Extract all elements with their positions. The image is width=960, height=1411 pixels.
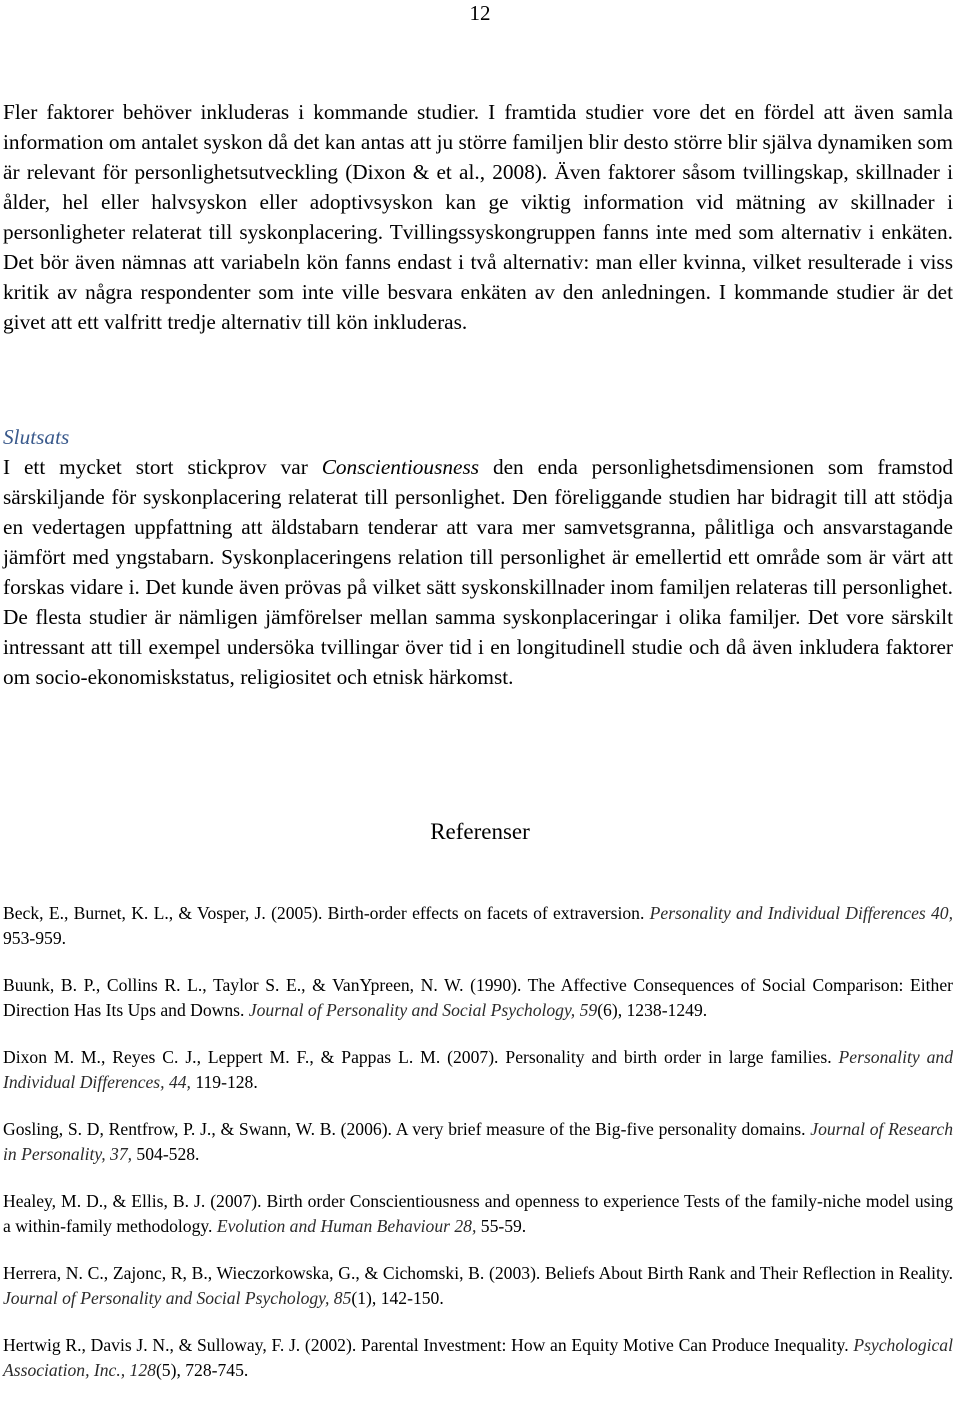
reference-item — [3, 1117, 953, 1167]
reference-journal: Evolution and Human Behaviour 28, — [216, 1216, 477, 1236]
slutsats-text-start: I ett mycket stort stickprov var — [3, 455, 308, 479]
reference-item — [3, 901, 953, 951]
reference-tail: 504-528. — [136, 1144, 200, 1164]
slutsats-paragraph — [3, 452, 953, 692]
slutsats-text-rest: den enda personlighetsdimensionen som framstod särskiljande för syskonplacering relaterat till personlighet. Den föreliggande studien har bidragit till att stödja en vedertagen uppfattning att äldstabarn tenderar att vara mer samvetsgranna, pålitliga och ansvarstagande jämfört med yngstabarn. Syskonplaceringens relation till personlighet är emellertid ett område som är värt att forskas vidare i. Det kunde även prövas på vilket sätt syskonskillnader inom familjen relateras till personlighet. De flesta studier är nämligen jämförelser mellan samma syskonplaceringar i olika familjer. Det vore särskilt intressant att till exempel undersöka tvillingar över tid i en longitudinell studie och då även inkludera faktorer om socio-ekonomiskstatus, religiositet och etnisk härkomst. — [3, 455, 954, 689]
page-number: 12 — [469, 1, 491, 25]
section-heading-slutsats: Slutsats — [3, 425, 70, 449]
slutsats-term: Conscientiousness — [321, 455, 480, 479]
reference-journal: Journal of Personality and Social Psychology, 59 — [248, 1000, 598, 1020]
reference-journal: Personality and Individual Differences 40, — [649, 903, 953, 923]
reference-journal: Psychological Association, Inc., 128 — [3, 1335, 953, 1380]
reference-main: Gosling, S. D, Rentfrow, P. J., & Swann, W. B. (2006). A very brief measure of the Big-five personality domains. — [3, 1119, 806, 1139]
reference-main: Dixon M. M., Reyes C. J., Leppert M. F., & Pappas L. M. (2007). Personality and birth order in large families. — [3, 1047, 832, 1067]
reference-tail: 55-59. — [480, 1216, 527, 1236]
reference-item — [3, 1045, 953, 1095]
intro-paragraph — [3, 97, 953, 337]
reference-main: Buunk, B. P., Collins R. L., Taylor S. E., & VanYpreen, N. W. (1990). The Affective Consequences of Social Comparison: Either Direction Has Its Ups and Downs. — [3, 975, 953, 1020]
reference-tail: (6), 1238-1249. — [597, 1000, 708, 1020]
reference-tail: (5), 728-745. — [155, 1360, 249, 1380]
intro-sentence-1: Fler faktorer behöver inkluderas i kommande studier. I framtida studier vore det en fördel att även samla information om antalet syskon då det kan antas att ju större familjen blir desto större blir själva dynamiken som är relevant för personlighetsutveckling (Dixon & et al., 2008). — [3, 100, 953, 184]
reference-main: Beck, E., Burnet, K. L., & Vosper, J. (2005). Birth-order effects on facets of extraversion. — [3, 903, 645, 923]
reference-journal: Journal of Research in Personality, 37, — [3, 1119, 953, 1164]
reference-tail: (1), 142-150. — [351, 1288, 444, 1308]
reference-list — [3, 901, 953, 1405]
references-title: Referenser — [430, 819, 530, 844]
reference-item — [3, 1333, 953, 1383]
reference-journal: Journal of Personality and Social Psychology, 85 — [3, 1288, 352, 1308]
reference-journal: Personality and Individual Differences, 44, — [3, 1047, 953, 1092]
intro-sentence-2: Även faktorer såsom tvillingskap, skillnader i ålder, hel eller halvsyskon eller adoptivsyskon kan ge viktig information vid mätning av skillnader i personligheter relaterat till syskonplacering. Tvillingssyskongruppen fanns inte med som alternativ i enkäten. — [3, 160, 953, 244]
reference-item — [3, 1261, 953, 1311]
reference-item — [3, 973, 953, 1023]
reference-tail: 119-128. — [195, 1072, 258, 1092]
reference-item — [3, 1189, 953, 1239]
reference-main: Herrera, N. C., Zajonc, R, B., Wieczorkowska, G., & Cichomski, B. (2003). Beliefs About Birth Rank and Their Reflection in Reality. — [3, 1263, 953, 1283]
reference-main: Healey, M. D., & Ellis, B. J. (2007). Birth order Conscientiousness and openness to experience Tests of the family-niche model using a within-family methodology. — [3, 1191, 953, 1236]
reference-main: Hertwig R., Davis J. N., & Sulloway, F. J. (2002). Parental Investment: How an Equity Motive Can Produce Inequality. — [3, 1335, 849, 1355]
intro-sentence-3: Det bör även nämnas att variabeln kön fanns endast i två alternativ: man eller kvinna, vilket resulterade i viss kritik av några respondenter som inte ville besvara enkäten av den anledningen. I kommande studier är det givet att ett valfritt tredje alternativ till kön inkluderas. — [3, 250, 953, 334]
reference-tail: 953-959. — [3, 928, 67, 948]
